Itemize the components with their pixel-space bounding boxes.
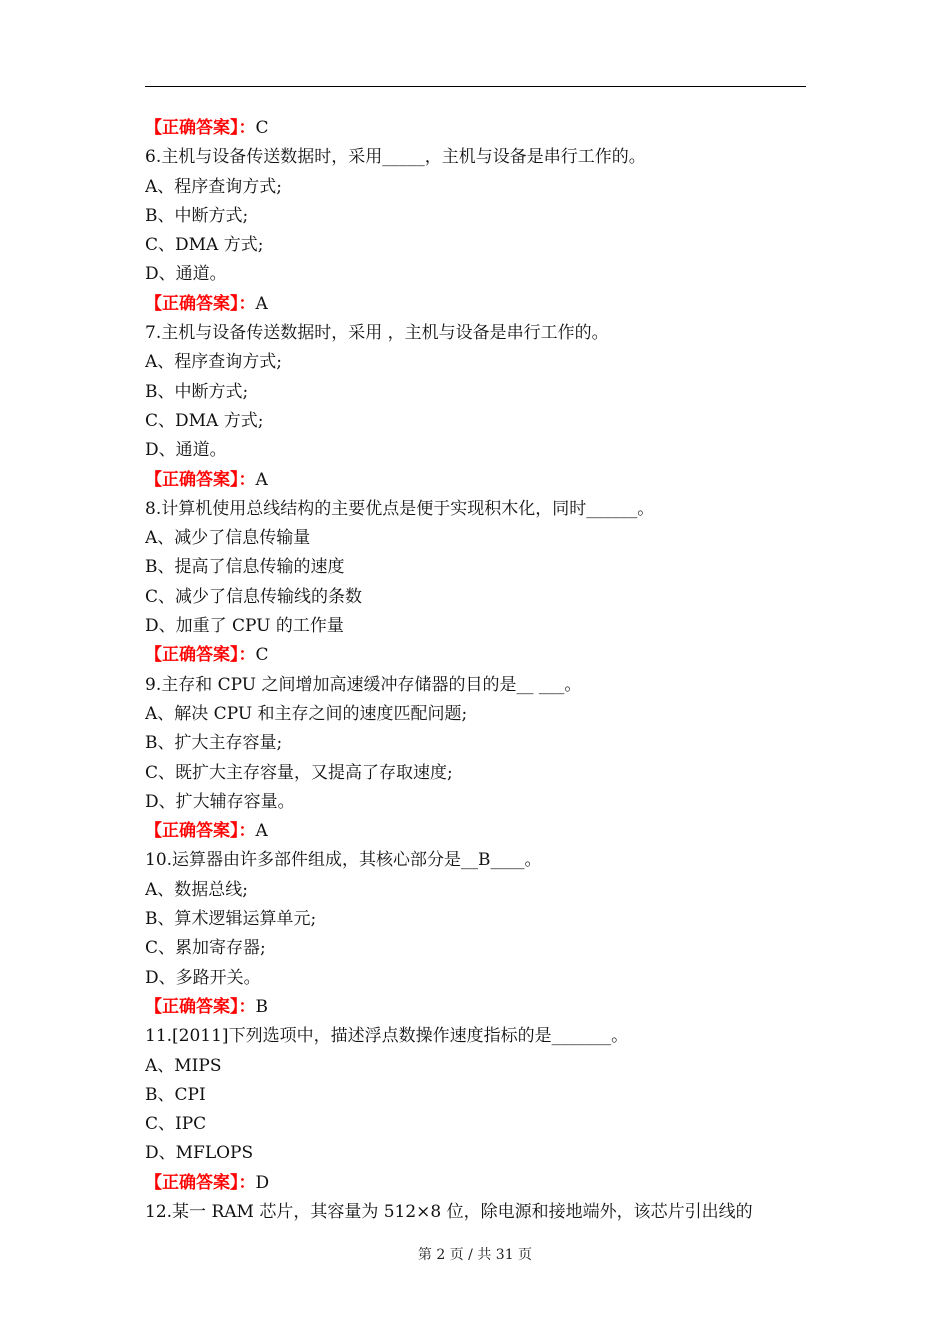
- correct-answer-value: C: [255, 118, 269, 138]
- correct-answer-value: A: [255, 821, 268, 842]
- answer-option: D、加重了 CPU 的工作量: [145, 616, 344, 637]
- answer-option: C、减少了信息传输线的条数: [145, 586, 363, 607]
- answer-option: B、中断方式;: [145, 381, 249, 402]
- correct-answer-line: [145, 466, 806, 495]
- answer-option: B、扩大主存容量;: [145, 733, 283, 754]
- answer-option: A、程序查询方式;: [145, 176, 283, 197]
- correct-answer-value: D: [255, 1172, 270, 1193]
- correct-answer-label: 【正确答案】：: [145, 996, 256, 1017]
- question-text: 6.主机与设备传送数据时，采用_____，主机与设备是串行工作的。: [145, 147, 646, 168]
- correct-answer-label: 【正确答案】：: [145, 293, 256, 314]
- answer-option: B、提高了信息传输的速度: [145, 557, 345, 578]
- correct-answer-label: 【正确答案】：: [145, 118, 256, 138]
- question-text: 8.计算机使用总线结构的主要优点是便于实现积木化，同时______。: [145, 498, 655, 519]
- answer-option: D、通道。: [145, 264, 227, 285]
- answer-option: C、IPC: [145, 1114, 207, 1135]
- question-text: 9.主存和 CPU 之间增加高速缓冲存储器的目的是__ ___。: [145, 674, 582, 695]
- question-text: 12.某一 RAM 芯片，其容量为 512×8 位，除电源和接地端外，该芯片引出线的: [145, 1201, 753, 1222]
- correct-answer-line: [145, 114, 806, 143]
- correct-answer-line: [145, 290, 806, 319]
- correct-answer-value: B: [255, 996, 268, 1017]
- answer-option: D、扩大辅存容量。: [145, 791, 295, 812]
- question-text: 11.[2011]下列选项中，描述浮点数操作速度指标的是_______。: [145, 1026, 629, 1047]
- document-body: [145, 114, 806, 1227]
- correct-answer-line: [145, 1169, 806, 1198]
- answer-option: B、CPI: [145, 1084, 206, 1105]
- correct-answer-value: A: [255, 293, 268, 314]
- answer-option: A、程序查询方式;: [145, 352, 283, 373]
- correct-answer-value: C: [255, 645, 269, 666]
- correct-answer-label: 【正确答案】：: [145, 1172, 256, 1193]
- answer-option: B、算术逻辑运算单元;: [145, 909, 317, 930]
- answer-option: C、累加寄存器;: [145, 938, 266, 959]
- correct-answer-line: [145, 817, 806, 846]
- answer-option: A、数据总线;: [145, 879, 249, 900]
- answer-option: A、MIPS: [145, 1055, 222, 1076]
- answer-option: C、DMA 方式;: [145, 235, 264, 256]
- correct-answer-line: [145, 993, 806, 1022]
- answer-option: A、减少了信息传输量: [145, 528, 311, 549]
- answer-option: A、解决 CPU 和主存之间的速度匹配问题;: [145, 703, 468, 724]
- question-text: 10.运算器由许多部件组成，其核心部分是__B____。: [145, 850, 542, 871]
- correct-answer-label: 【正确答案】：: [145, 821, 256, 842]
- question-text: 7.主机与设备传送数据时，采用 ，主机与设备是串行工作的。: [145, 323, 609, 344]
- answer-option: D、MFLOPS: [145, 1143, 254, 1164]
- answer-option: D、通道。: [145, 440, 227, 461]
- correct-answer-label: 【正确答案】：: [145, 645, 256, 666]
- correct-answer-label: 【正确答案】：: [145, 469, 256, 490]
- answer-option: C、既扩大主存容量，又提高了存取速度;: [145, 762, 453, 783]
- page-footer: 第 2 页 / 共 31 页: [417, 1247, 533, 1263]
- answer-option: D、多路开关。: [145, 967, 261, 988]
- answer-option: B、中断方式;: [145, 205, 249, 226]
- answer-option: C、DMA 方式;: [145, 410, 264, 431]
- correct-answer-value: A: [255, 469, 268, 490]
- correct-answer-line: [145, 641, 806, 670]
- header-rule: [145, 86, 806, 87]
